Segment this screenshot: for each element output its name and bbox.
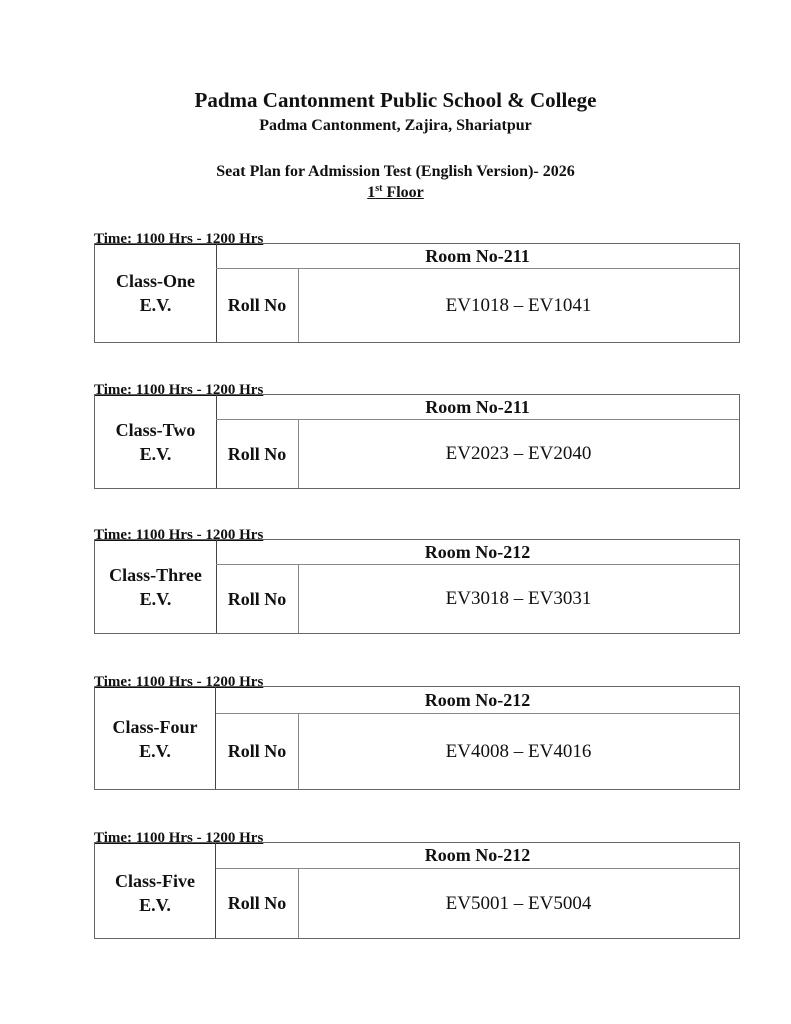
room-cell: Room No-212 <box>216 540 739 565</box>
roll-range-cell: EV1018 – EV1041 <box>445 294 592 316</box>
floor-heading <box>0 184 791 202</box>
class-version: E.V. <box>139 295 172 315</box>
roll-label-cell: Roll No <box>216 714 299 789</box>
roll-label-cell: Roll No <box>216 565 299 633</box>
class-name: Class-Five <box>115 871 195 891</box>
class-name: Class-Two <box>115 419 196 440</box>
roll-label-cell: Roll No <box>216 420 299 488</box>
class-cell <box>95 687 216 789</box>
class-cell <box>95 540 217 633</box>
time-label: Time: 1100 Hrs - 1200 Hrs <box>94 231 264 247</box>
class-version: E.V. <box>139 443 172 464</box>
floor-number: 1 <box>367 184 376 201</box>
seat-table <box>94 686 740 790</box>
class-version: E.V. <box>139 741 171 761</box>
seat-table <box>94 394 740 489</box>
class-version: E.V. <box>139 588 172 609</box>
institution-title: Padma Cantonment Public School & College <box>194 88 597 112</box>
room-cell: Room No-211 <box>216 244 739 269</box>
class-cell <box>95 843 216 938</box>
roll-label-cell: Roll No <box>216 869 299 938</box>
class-cell <box>95 244 217 342</box>
seat-table <box>94 842 740 939</box>
roll-range-cell: EV5001 – EV5004 <box>445 892 592 914</box>
roll-range-cell: EV2023 – EV2040 <box>445 443 592 464</box>
seat-plan-title: Seat Plan for Admission Test (English Version)- 2026 <box>216 163 575 180</box>
seat-table <box>94 243 740 343</box>
time-label: Time: 1100 Hrs - 1200 Hrs <box>94 674 264 690</box>
roll-label-cell: Roll No <box>216 269 299 342</box>
class-cell <box>95 395 217 488</box>
room-cell: Room No-212 <box>216 843 739 869</box>
time-label: Time: 1100 Hrs - 1200 Hrs <box>94 527 264 543</box>
time-label: Time: 1100 Hrs - 1200 Hrs <box>94 382 264 398</box>
institution-address: Padma Cantonment, Zajira, Shariatpur <box>259 117 532 134</box>
floor-suffix: st <box>375 183 383 194</box>
class-name: Class-One <box>115 271 195 291</box>
roll-range-cell: EV4008 – EV4016 <box>445 740 592 762</box>
room-cell: Room No-212 <box>216 687 739 714</box>
time-label: Time: 1100 Hrs - 1200 Hrs <box>94 830 264 846</box>
class-name: Class-Four <box>112 717 198 737</box>
class-name: Class-Three <box>109 564 202 585</box>
room-cell: Room No-211 <box>216 395 739 420</box>
roll-range-cell: EV3018 – EV3031 <box>445 588 592 609</box>
seat-table <box>94 539 740 634</box>
class-version: E.V. <box>139 895 171 915</box>
floor-label: Floor <box>382 184 424 201</box>
